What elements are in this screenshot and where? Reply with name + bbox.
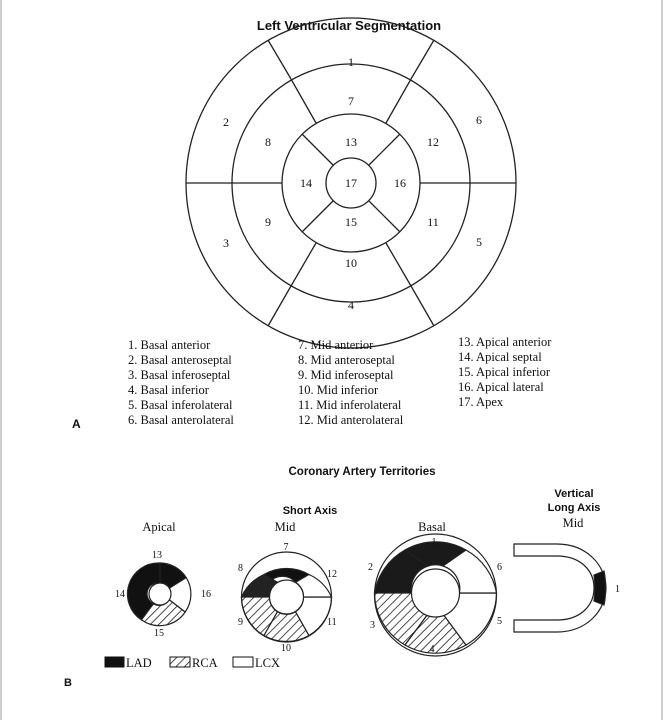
segment-number-14: 14 <box>300 176 312 190</box>
legend-item: 15. Apical inferior <box>458 365 550 379</box>
segment-legend <box>128 335 552 427</box>
legend-item: 5. Basal inferolateral <box>128 398 233 412</box>
segment-number-5: 5 <box>476 235 482 249</box>
mid-short-axis <box>242 552 332 642</box>
segment-number-1: 1 <box>348 55 354 69</box>
divider-basal-1-6 <box>411 40 434 79</box>
vertical-number-1: 1 <box>615 584 620 595</box>
legend-label-lcx: LCX <box>255 656 280 670</box>
segment-number-7: 7 <box>348 94 354 108</box>
territory-legend <box>105 656 280 670</box>
mid-number-10: 10 <box>281 643 291 654</box>
segment-legend-column-1 <box>128 338 234 427</box>
vertical-long-axis <box>514 544 606 632</box>
apical-number-14: 14 <box>115 589 125 600</box>
segment-number-16: 16 <box>394 176 406 190</box>
basal-short-axis <box>375 534 497 656</box>
figure-canvas <box>2 0 663 720</box>
mid-number-11: 11 <box>327 617 337 628</box>
legend-item: 8. Mid anteroseptal <box>298 353 395 367</box>
vertical-label-line2: Long Axis <box>547 502 601 514</box>
segment-number-12: 12 <box>427 135 439 149</box>
legend-item: 4. Basal inferior <box>128 383 209 397</box>
basal-number-5: 5 <box>497 616 502 627</box>
legend-item: 1. Basal anterior <box>128 338 211 352</box>
legend-item: 10. Mid inferior <box>298 383 379 397</box>
legend-swatch-rca <box>170 657 190 667</box>
apical-short-axis <box>127 563 190 626</box>
segment-number-3: 3 <box>223 236 229 250</box>
segment-number-9: 9 <box>265 215 271 229</box>
basal-number-4: 4 <box>429 644 435 655</box>
divider-basal-1-2 <box>268 40 291 79</box>
legend-item: 16. Apical lateral <box>458 380 544 394</box>
apical-number-15: 15 <box>154 628 164 639</box>
basal-number-6: 6 <box>497 562 502 573</box>
divider-basal-4-5 <box>411 286 434 326</box>
divider-apical-15-16 <box>369 201 400 232</box>
basal-number-3: 3 <box>370 620 375 631</box>
divider-mid-7-12 <box>386 79 411 123</box>
divider-mid-10-11 <box>386 243 411 286</box>
vertical-sub-label: Mid <box>562 516 584 530</box>
apical-label: Apical <box>142 520 176 534</box>
segment-number-15: 15 <box>345 215 357 229</box>
legend-item: 3. Basal inferoseptal <box>128 368 231 382</box>
segment-number-8: 8 <box>265 135 271 149</box>
segment-number-6: 6 <box>476 113 482 127</box>
mid-number-12: 12 <box>327 569 337 580</box>
long-axis-shell <box>514 544 606 632</box>
basal-number-2: 2 <box>368 562 373 573</box>
segment-number-2: 2 <box>223 115 229 129</box>
divider-mid-9-10 <box>291 243 316 286</box>
legend-item: 7. Mid anterior <box>298 338 374 352</box>
vertical-label-line1: Vertical <box>554 488 594 500</box>
legend-swatch-lcx <box>233 657 253 667</box>
mid-number-8: 8 <box>238 563 243 574</box>
divider-apical-13-16 <box>369 134 400 165</box>
segment-legend-column-2 <box>298 338 404 427</box>
legend-item: 11. Mid inferolateral <box>298 398 402 412</box>
mid-number-9: 9 <box>238 617 243 628</box>
apical-number-13: 13 <box>152 550 162 561</box>
long-axis-segment-1 <box>594 571 606 605</box>
segment-number-13: 13 <box>345 135 357 149</box>
panel-b-title: Coronary Artery Territories <box>288 466 436 478</box>
legend-item: 2. Basal anteroseptal <box>128 353 232 367</box>
legend-label-lad: LAD <box>126 656 152 670</box>
divider-mid-7-8 <box>291 79 316 123</box>
panel-b-label: B <box>64 677 72 689</box>
segment-number-11: 11 <box>427 215 439 229</box>
basal-number-1: 1 <box>431 537 437 548</box>
legend-item: 17. Apex <box>458 395 504 409</box>
legend-swatch-lad <box>105 657 124 667</box>
legend-item: 6. Basal anterolateral <box>128 413 234 427</box>
segment-number-17: 17 <box>345 176 357 190</box>
panel-a-label: A <box>72 417 81 431</box>
divider-apical-13-14 <box>302 134 333 165</box>
mid-label: Mid <box>274 520 296 534</box>
segment-number-4: 4 <box>348 298 354 312</box>
basal-label: Basal <box>418 520 446 534</box>
legend-item: 9. Mid inferoseptal <box>298 368 394 382</box>
legend-item: 14. Apical septal <box>458 350 542 364</box>
divider-basal-3-4 <box>268 286 291 326</box>
segment-number-10: 10 <box>345 256 357 270</box>
legend-item: 12. Mid anterolateral <box>298 413 404 427</box>
legend-label-rca: RCA <box>192 656 218 670</box>
divider-apical-14-15 <box>302 201 333 232</box>
segment-legend-column-3 <box>458 335 552 409</box>
apical-number-16: 16 <box>201 589 211 600</box>
panel-a-title: Left Ventricular Segmentation <box>256 18 442 33</box>
legend-item: 13. Apical anterior <box>458 335 552 349</box>
mid-number-7: 7 <box>283 542 289 553</box>
short-axis-label: Short Axis <box>282 505 338 517</box>
